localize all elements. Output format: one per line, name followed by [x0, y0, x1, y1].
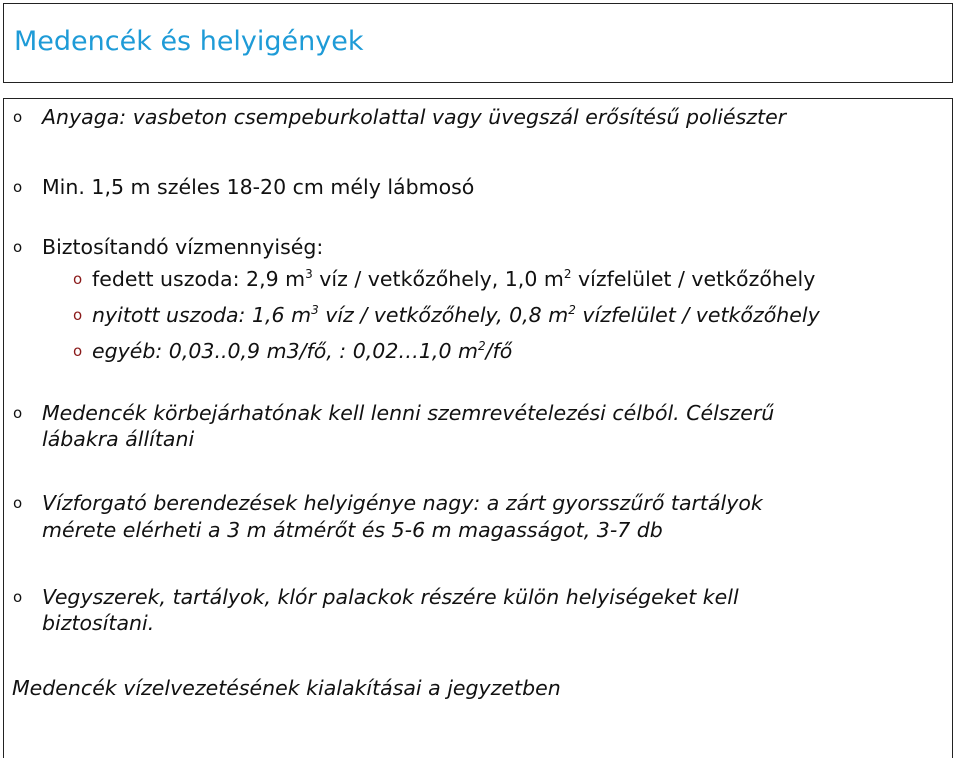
- list-item-water-quantity: Biztosítandó vízmennyiség:: [42, 235, 324, 259]
- list-item-footbath: Min. 1,5 m széles 18-20 cm mély lábmosó: [42, 175, 475, 199]
- footer-note: Medencék vízelvezetésének kialakításai a jegyzetben: [12, 676, 561, 700]
- sub-bullet-icon: ο: [73, 342, 83, 360]
- paragraph-walkaround-line1: Medencék körbejárhatónak kell lenni szemrevételezési célból. Célszerű: [42, 401, 775, 425]
- paragraph-chemicals-line1: Vegyszerek, tartályok, klór palackok részére külön helyiségeket kell: [42, 585, 739, 609]
- subitem-indoor-pool: fedett uszoda: 2,9 $m^3$ víz / vetkőzőhely, 1,0 $m^2$ vízfelület / vetkőzőhely: [92, 267, 816, 291]
- paragraph-filtration-line2: mérete elérheti a 3 m átmérőt és 5-6 m magasságot, 3-7 db: [42, 518, 663, 542]
- title-box: [3, 3, 953, 83]
- bullet-icon: ο: [13, 108, 23, 126]
- list-item-material: Anyaga: vasbeton csempeburkolattal vagy üvegszál erősítésű poliészter: [42, 105, 787, 129]
- paragraph-filtration-line1: Vízforgató berendezések helyigénye nagy: a zárt gyorsszűrő tartályok: [42, 491, 763, 515]
- bullet-icon: ο: [13, 178, 23, 196]
- paragraph-walkaround-line2: lábakra állítani: [42, 427, 195, 451]
- bullet-icon: ο: [13, 238, 23, 256]
- subitem-other: egyéb: 0,03..0,9 m3/fő, : 0,02…1,0 $m^2/fő$: [92, 339, 513, 363]
- sub-bullet-icon: ο: [73, 270, 83, 288]
- paragraph-chemicals-line2: biztosítani.: [42, 611, 155, 635]
- subitem-outdoor-pool: nyitott uszoda: 1,6 $m^3$ víz / vetkőzőhely, 0,8 $m^2$ vízfelület / vetkőzőhely: [92, 303, 820, 327]
- sub-bullet-icon: ο: [73, 306, 83, 324]
- bullet-icon: ο: [13, 404, 23, 422]
- bullet-icon: ο: [13, 588, 23, 606]
- bullet-icon: ο: [13, 494, 23, 512]
- slide-title: Medencék és helyigények: [14, 26, 364, 57]
